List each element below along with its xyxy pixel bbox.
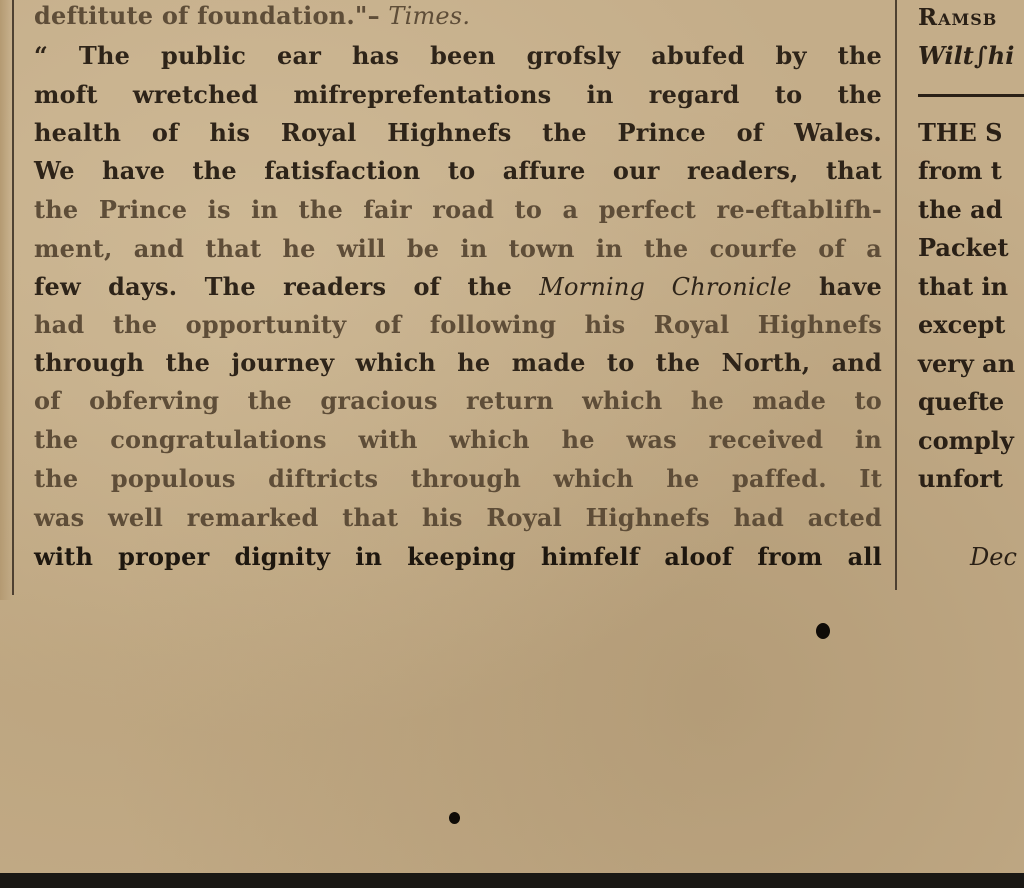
adjacent-line: quefte xyxy=(918,387,1005,416)
adjacent-line: Wilt∫hi xyxy=(918,41,1015,70)
adjacent-line: Packet xyxy=(918,233,1009,262)
article-line: had the opportunity of following his Royal Highnefs xyxy=(34,310,882,339)
article-line-text: deftitute of foundation."– xyxy=(34,1,380,30)
newspaper-title: Morning Chronicle xyxy=(539,273,792,301)
source-attribution: Times. xyxy=(388,2,471,30)
article-line: “ The public ear has been grofsly abufed by the xyxy=(34,41,882,70)
adjacent-line: THE S xyxy=(918,118,1003,147)
article-line: with proper dignity in keeping himfelf aloof from all xyxy=(34,542,882,571)
article-line: We have the fatisfaction to affure our readers, that xyxy=(34,156,882,185)
adjacent-line: except xyxy=(918,310,1006,339)
article-line-text: few days. The readers of the xyxy=(34,272,512,301)
article-line: the Prince is in the fair road to a perfect re-eftablifh- xyxy=(34,195,882,224)
scan-bottom-edge xyxy=(0,873,1024,888)
adjacent-line: from t xyxy=(918,156,1002,185)
middle-column-rule xyxy=(895,0,897,590)
article-line: through the journey which he made to the North, and xyxy=(34,348,882,377)
article-line: ment, and that he will be in town in the courfe of a xyxy=(34,234,882,263)
article-line xyxy=(34,0,882,32)
ink-blot xyxy=(449,812,460,824)
ink-blot xyxy=(816,623,830,639)
adjacent-line: unfort xyxy=(918,464,1003,493)
left-column-rule xyxy=(12,0,14,595)
adjacent-line: the ad xyxy=(918,195,1003,224)
article-line: health of his Royal Highnefs the Prince of Wales. xyxy=(34,118,882,147)
article-line-text: have xyxy=(818,272,882,301)
adjacent-line: comply xyxy=(918,426,1014,455)
adjacent-line: Ramsb xyxy=(918,4,998,31)
adjacent-column-rule xyxy=(918,94,1024,97)
left-margin-shade xyxy=(0,0,12,600)
adjacent-line: very an xyxy=(918,349,1016,378)
article-line: the populous diftricts through which he paffed. It xyxy=(34,464,882,493)
article-line: the congratulations with which he was received in xyxy=(34,425,882,454)
article-line: of obferving the gracious return which he made to xyxy=(34,386,882,415)
adjacent-line: that in xyxy=(918,272,1009,301)
article-line xyxy=(34,271,882,303)
article-line: was well remarked that his Royal Highnefs had acted xyxy=(34,503,882,532)
article-line: moft wretched mifreprefentations in regard to the xyxy=(34,80,882,109)
dateline: Dec xyxy=(970,543,1017,571)
